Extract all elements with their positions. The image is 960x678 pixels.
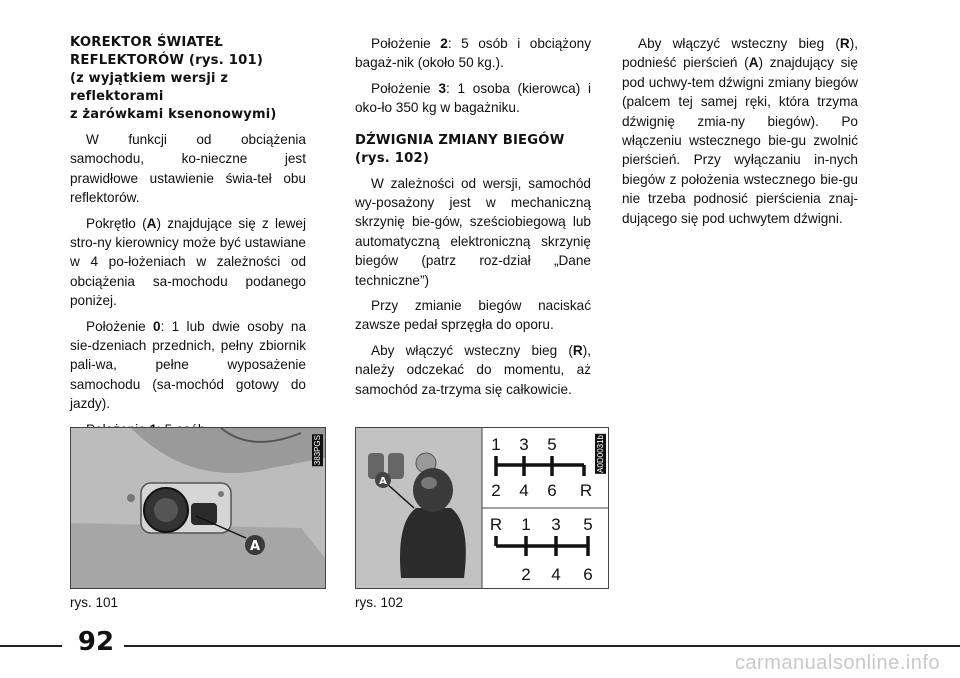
figure-headlight-knob bbox=[70, 427, 326, 589]
paragraph: W zależności od wersji, samochód wy-posażony jest w mechaniczną skrzynię bie-gów, sześciobiegową lub automatyczną elektroniczną skrzynię biegów (patrz roz-dział „Dane techniczne”) bbox=[355, 175, 591, 288]
gear-label: R bbox=[579, 481, 593, 500]
footer-rule bbox=[124, 645, 960, 647]
figure-caption: rys. 102 bbox=[355, 595, 404, 610]
paragraph: Przy zmianie biegów naciskać zawsze pedał sprzęgła do oporu. bbox=[355, 298, 591, 333]
paragraph: Położenie 3: 1 osoba (kierowca) i oko-ło 350 kg w bagażniku. bbox=[355, 80, 591, 116]
gear-label: 6 bbox=[583, 565, 593, 584]
gear-pattern-1 bbox=[496, 456, 584, 476]
gear-label: 3 bbox=[519, 435, 529, 454]
figure-reference: (rys. 102) bbox=[355, 150, 430, 166]
paragraph: Położenie 2: 5 osób i obciążony bagaż-nik (około 50 kg.). bbox=[355, 36, 592, 71]
figure-reference: (rys. 101) bbox=[188, 53, 264, 68]
gear-label: 4 bbox=[519, 481, 529, 500]
heading-line: KOREKTOR ŚWIATEŁ bbox=[70, 35, 223, 50]
figure-code: A0D0031b bbox=[596, 435, 605, 473]
gear-label: 3 bbox=[551, 515, 561, 534]
heading-subtitle: z żarówkami ksenonowymi) bbox=[70, 107, 277, 122]
heading-subtitle: (z wyjątkiem wersji z reflektorami bbox=[70, 71, 229, 104]
column-3 bbox=[622, 34, 858, 234]
gear-label: R bbox=[489, 515, 503, 534]
gear-label: 4 bbox=[551, 565, 561, 584]
page-number: 92 bbox=[77, 627, 115, 657]
gear-label: 2 bbox=[491, 481, 501, 500]
column-1 bbox=[70, 34, 306, 445]
gear-lever-illustration bbox=[356, 428, 608, 588]
paragraph: Pokrętło (A) znajdujące się z lewej stro-ny kierownicy może być ustawiane w 4 po-łożeniach w zależności od obciążenia sa-mochodu podanego poniżej. bbox=[70, 215, 307, 309]
heading-line: DŹWIGNIA ZMIANY BIEGÓW bbox=[355, 132, 565, 148]
callout-label-a: A bbox=[249, 539, 261, 554]
gear-label: 1 bbox=[491, 435, 501, 454]
heading-line: REFLEKTORÓW bbox=[70, 53, 185, 68]
paragraph: W funkcji od obciążenia samochodu, ko-nieczne jest prawidłowe ustawienie świa-teł obu reflektorów. bbox=[70, 132, 306, 206]
paragraph: Położenie 0: 1 lub dwie osoby na sie-dzeniach przednich, pełny zbiornik pali-wa, pełne wyposażenie samochodu (sa-mochód gotowy do jazdy). bbox=[70, 318, 307, 412]
figure-code: 383PGS bbox=[313, 435, 322, 466]
gear-label: 2 bbox=[521, 565, 531, 584]
gear-label: 6 bbox=[547, 481, 557, 500]
gear-label: 5 bbox=[583, 515, 593, 534]
gear-label: 5 bbox=[547, 435, 557, 454]
paragraph: Aby włączyć wsteczny bieg (R), należy odczekać do momentu, aż samochód za-trzyma się całkowicie. bbox=[355, 342, 591, 397]
gear-label: 1 bbox=[521, 515, 531, 534]
gear-pattern-2 bbox=[496, 536, 588, 556]
section-heading-headlight-corrector bbox=[70, 34, 306, 124]
figure-caption: rys. 101 bbox=[70, 595, 119, 610]
column-2 bbox=[355, 34, 591, 405]
paragraph: Aby włączyć wsteczny bieg (R), podnieść pierścień (A) znajdujący się pod uchwy-tem dźwigni zmiany biegów (palcem tej samej ręki, która trzyma dźwignię zmia-ny biegów). Po włączeniu wstecznego bie-gu zwolnić pierścień. Przy wyłączaniu in-nych biegów z położenia wstecznego bie-gu nie trzeba podnosić pierścienia znaj-dującego się pod uchwytem dźwigni. bbox=[622, 36, 858, 226]
section-heading-gear-lever bbox=[355, 132, 591, 168]
footer-rule bbox=[0, 645, 62, 647]
watermark: carmanualsonline.info bbox=[734, 652, 940, 674]
figure-gear-lever bbox=[355, 427, 609, 589]
headlight-knob-illustration bbox=[71, 428, 325, 588]
callout-label-a: A bbox=[379, 476, 387, 487]
